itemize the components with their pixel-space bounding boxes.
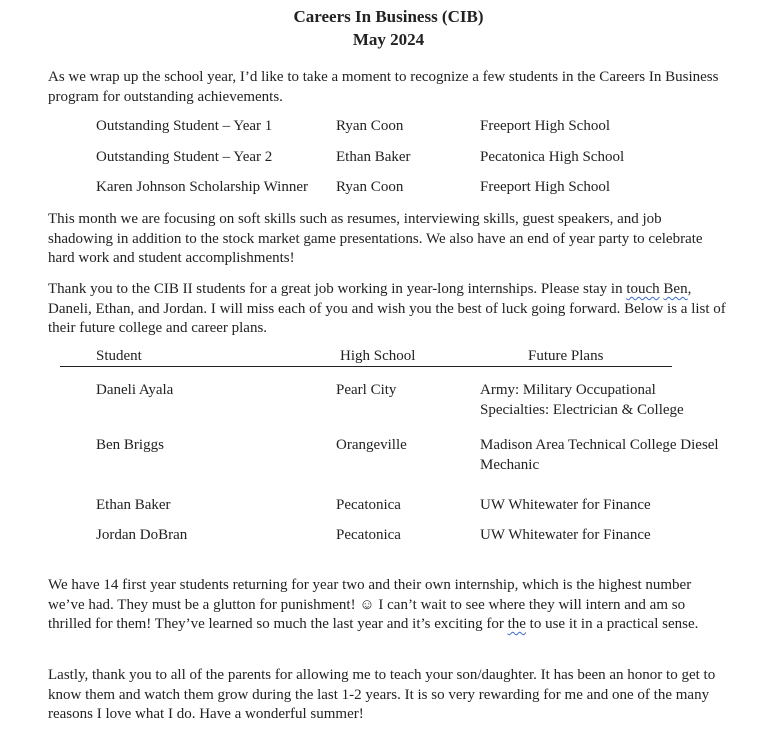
future-plans: Madison Area Technical College Diesel Mechanic — [480, 437, 719, 473]
newsletter-title: Careers In Business (CIB) — [293, 7, 484, 26]
newsletter-date: May 2024 — [352, 30, 425, 49]
column-header-future-plans: Future Plans — [528, 348, 604, 364]
future-plans: Army: Military Occupational Specialties: Electrician & College — [480, 382, 684, 418]
returning-text-1: We have 14 first year students returning for year two and their own internship, which is the highest number we’ve had. They must be a glutton for punishment! ☺ I can’t wait to see where they will intern and am so thrilled for them! They’ve learned so much the last year and it’s exciting for — [48, 577, 692, 632]
returning-students-paragraph — [48, 576, 728, 635]
spellcheck-word: Ben — [663, 281, 688, 297]
student-name: Jordan DoBran — [96, 527, 188, 543]
student-name: Ben Briggs — [96, 437, 164, 453]
thanks-paragraph — [48, 280, 728, 339]
closing-paragraph: Lastly, thank you to all of the parents for allowing me to teach your son/daughter. It has been an honor to get to know them and watch them grow during the last 1-2 years. It is so very rewarding for me and one of the many reasons I love what I do. Have a wonderful summer! — [48, 667, 716, 722]
award-school: Freeport High School — [480, 179, 610, 195]
award-school: Freeport High School — [480, 118, 610, 134]
future-plans-table — [60, 348, 719, 543]
award-student: Ryan Coon — [336, 179, 404, 195]
award-student: Ethan Baker — [336, 148, 411, 165]
table-header — [60, 348, 672, 367]
intro-paragraph: As we wrap up the school year, I’d like to take a moment to recognize a few students in the Careers In Business program for outstanding achievements. — [48, 69, 719, 105]
award-school: Pecatonica High School — [480, 148, 625, 165]
student-name: Ethan Baker — [96, 497, 171, 513]
future-plans: UW Whitewater for Finance — [480, 527, 651, 543]
thanks-text-1: Thank you to the CIB II students for a great job working in year-long internships. Please stay in — [48, 281, 627, 297]
high-school: Orangeville — [336, 437, 407, 453]
thanks-text-2: , Daneli, Ethan, and Jordan. I will miss each of you and wish you the best of luck going forward. Below is a list of their future college and career plans. — [48, 281, 726, 336]
spellcheck-word: the — [507, 616, 526, 632]
student-name: Daneli Ayala — [96, 382, 174, 398]
future-plans: UW Whitewater for Finance — [480, 497, 651, 513]
high-school: Pearl City — [336, 382, 397, 398]
award-name: Outstanding Student – Year 1 — [96, 118, 273, 134]
column-header-student: Student — [96, 348, 142, 364]
award-student: Ryan Coon — [336, 118, 404, 134]
returning-text-2: to use it in a practical sense. — [525, 616, 699, 632]
award-name: Outstanding Student – Year 2 — [96, 148, 273, 165]
spellcheck-word: touch — [626, 281, 660, 297]
column-header-high-school: High School — [340, 348, 416, 364]
focus-paragraph: This month we are focusing on soft skills such as resumes, interviewing skills, guest speakers, and job shadowing in addition to the stock market game presentations. We also have an end of year party to celebrate hard work and student accomplishments! — [48, 211, 703, 266]
high-school: Pecatonica — [336, 497, 401, 513]
high-school: Pecatonica — [336, 527, 401, 543]
award-name: Karen Johnson Scholarship Winner — [96, 179, 308, 195]
